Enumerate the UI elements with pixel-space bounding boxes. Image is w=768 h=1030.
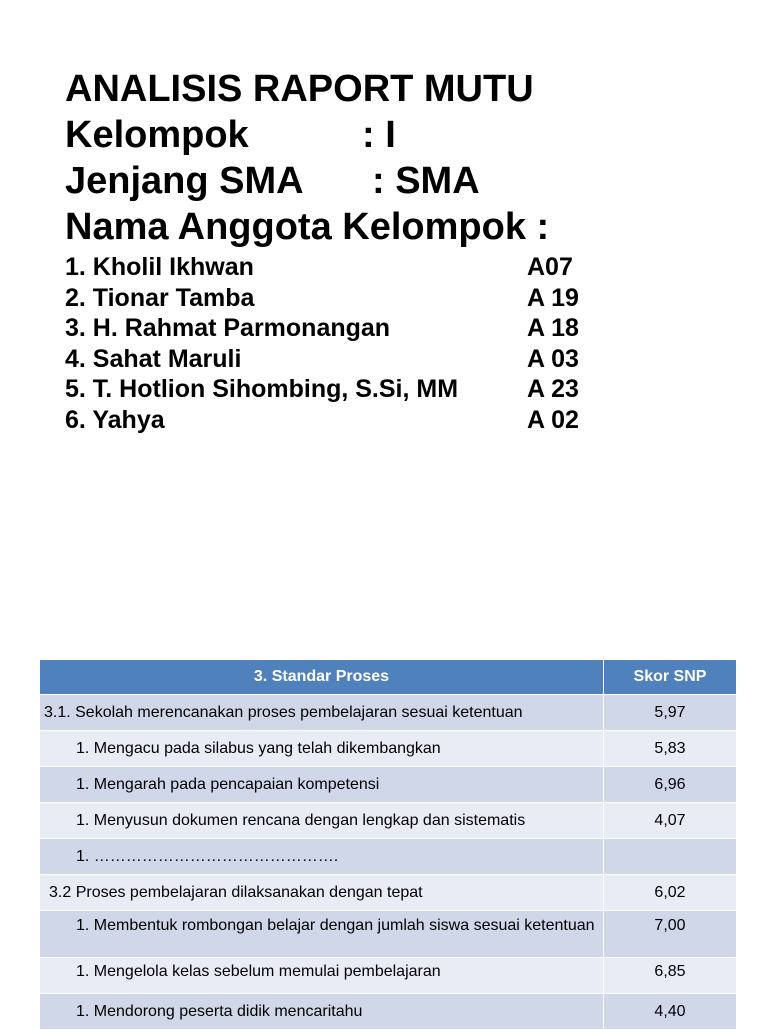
row-number: 1. [76, 812, 90, 829]
document-header [65, 66, 579, 436]
row-score: 6,96 [604, 767, 737, 803]
member-item [65, 374, 579, 405]
table-row [40, 767, 737, 803]
member-code: A 18 [527, 314, 579, 343]
member-name: 1. Kholil Ikhwan [65, 253, 254, 281]
row-score: 5,83 [604, 731, 737, 767]
member-code: A 03 [527, 344, 579, 373]
row-text: Mengelola kelas sebelum memulai pembelajaran [93, 963, 441, 980]
member-code: A 02 [527, 405, 579, 434]
table-row [40, 958, 737, 994]
member-name: 3. H. Rahmat Parmonangan [65, 314, 391, 343]
jenjang-line [65, 158, 549, 204]
jenjang-label: Jenjang SMA [65, 160, 304, 202]
row-cell [40, 958, 604, 994]
document-title: ANALISIS RAPORT MUTU [65, 68, 534, 110]
row-cell [40, 731, 604, 767]
kelompok-line [65, 112, 549, 158]
member-name: 6. Yahya [65, 405, 165, 434]
row-cell [40, 767, 604, 803]
member-item [65, 283, 579, 314]
row-number: 1. [76, 848, 90, 865]
row-cell [40, 839, 604, 875]
row-text: Membentuk rombongan belajar dengan jumlah siswa sesuai ketentuan [93, 917, 595, 934]
table-header-row [40, 660, 737, 695]
member-item [65, 344, 579, 375]
member-list [65, 252, 579, 436]
standar-proses-table [39, 659, 737, 1030]
row-score: 4,07 [604, 803, 737, 839]
table-row [40, 994, 737, 1030]
table-row [40, 803, 737, 839]
kelompok-value: : I [362, 114, 396, 156]
row-cell [40, 803, 604, 839]
table-row [40, 695, 737, 731]
jenjang-value: : SMA [372, 160, 480, 202]
member-name: 5. T. Hotlion Sihombing, S.Si, MM [65, 375, 459, 404]
row-cell [40, 994, 604, 1030]
member-item [65, 252, 573, 283]
member-name: 4. Sahat Maruli [65, 344, 242, 373]
anggota-heading: Nama Anggota Kelompok : [65, 206, 550, 248]
row-text: 3.1. Sekolah merencanakan proses pembelajaran sesuai ketentuan [40, 695, 604, 731]
member-code: A07 [527, 253, 573, 281]
row-score: 6,02 [604, 875, 737, 911]
column-header-skor: Skor SNP [604, 660, 737, 695]
member-item [65, 405, 579, 436]
row-score: 5,97 [604, 695, 737, 731]
row-text: Menyusun dokumen rencana dengan lengkap dan sistematis [93, 812, 526, 829]
table-row [40, 731, 737, 767]
row-text: Mengacu pada silabus yang telah dikembangkan [93, 740, 441, 757]
column-header-standar: 3. Standar Proses [40, 660, 604, 695]
member-item [65, 313, 579, 344]
row-number: 1. [76, 963, 90, 980]
table-row [40, 839, 737, 875]
table-row [40, 911, 737, 958]
row-score: 6,85 [604, 958, 737, 994]
row-text: ………………………………………. [93, 848, 339, 865]
member-code: A 23 [527, 375, 579, 404]
member-code: A 19 [527, 283, 579, 312]
row-cell [40, 911, 604, 958]
row-number: 1. [76, 776, 90, 793]
row-text: Mendorong peserta didik mencaritahu [93, 1003, 363, 1020]
kelompok-label: Kelompok [65, 114, 249, 156]
row-score: 7,00 [604, 911, 737, 958]
row-text: Mengarah pada pencapaian kompetensi [93, 776, 380, 793]
row-number: 1. [76, 1003, 90, 1020]
row-score [604, 839, 737, 875]
row-text: 3.2 Proses pembelajaran dilaksanakan dengan tepat [40, 875, 604, 911]
row-number: 1. [76, 740, 90, 757]
row-score: 4,40 [604, 994, 737, 1030]
row-number: 1. [76, 917, 90, 934]
member-name: 2. Tionar Tamba [65, 283, 255, 312]
table-row [40, 875, 737, 911]
